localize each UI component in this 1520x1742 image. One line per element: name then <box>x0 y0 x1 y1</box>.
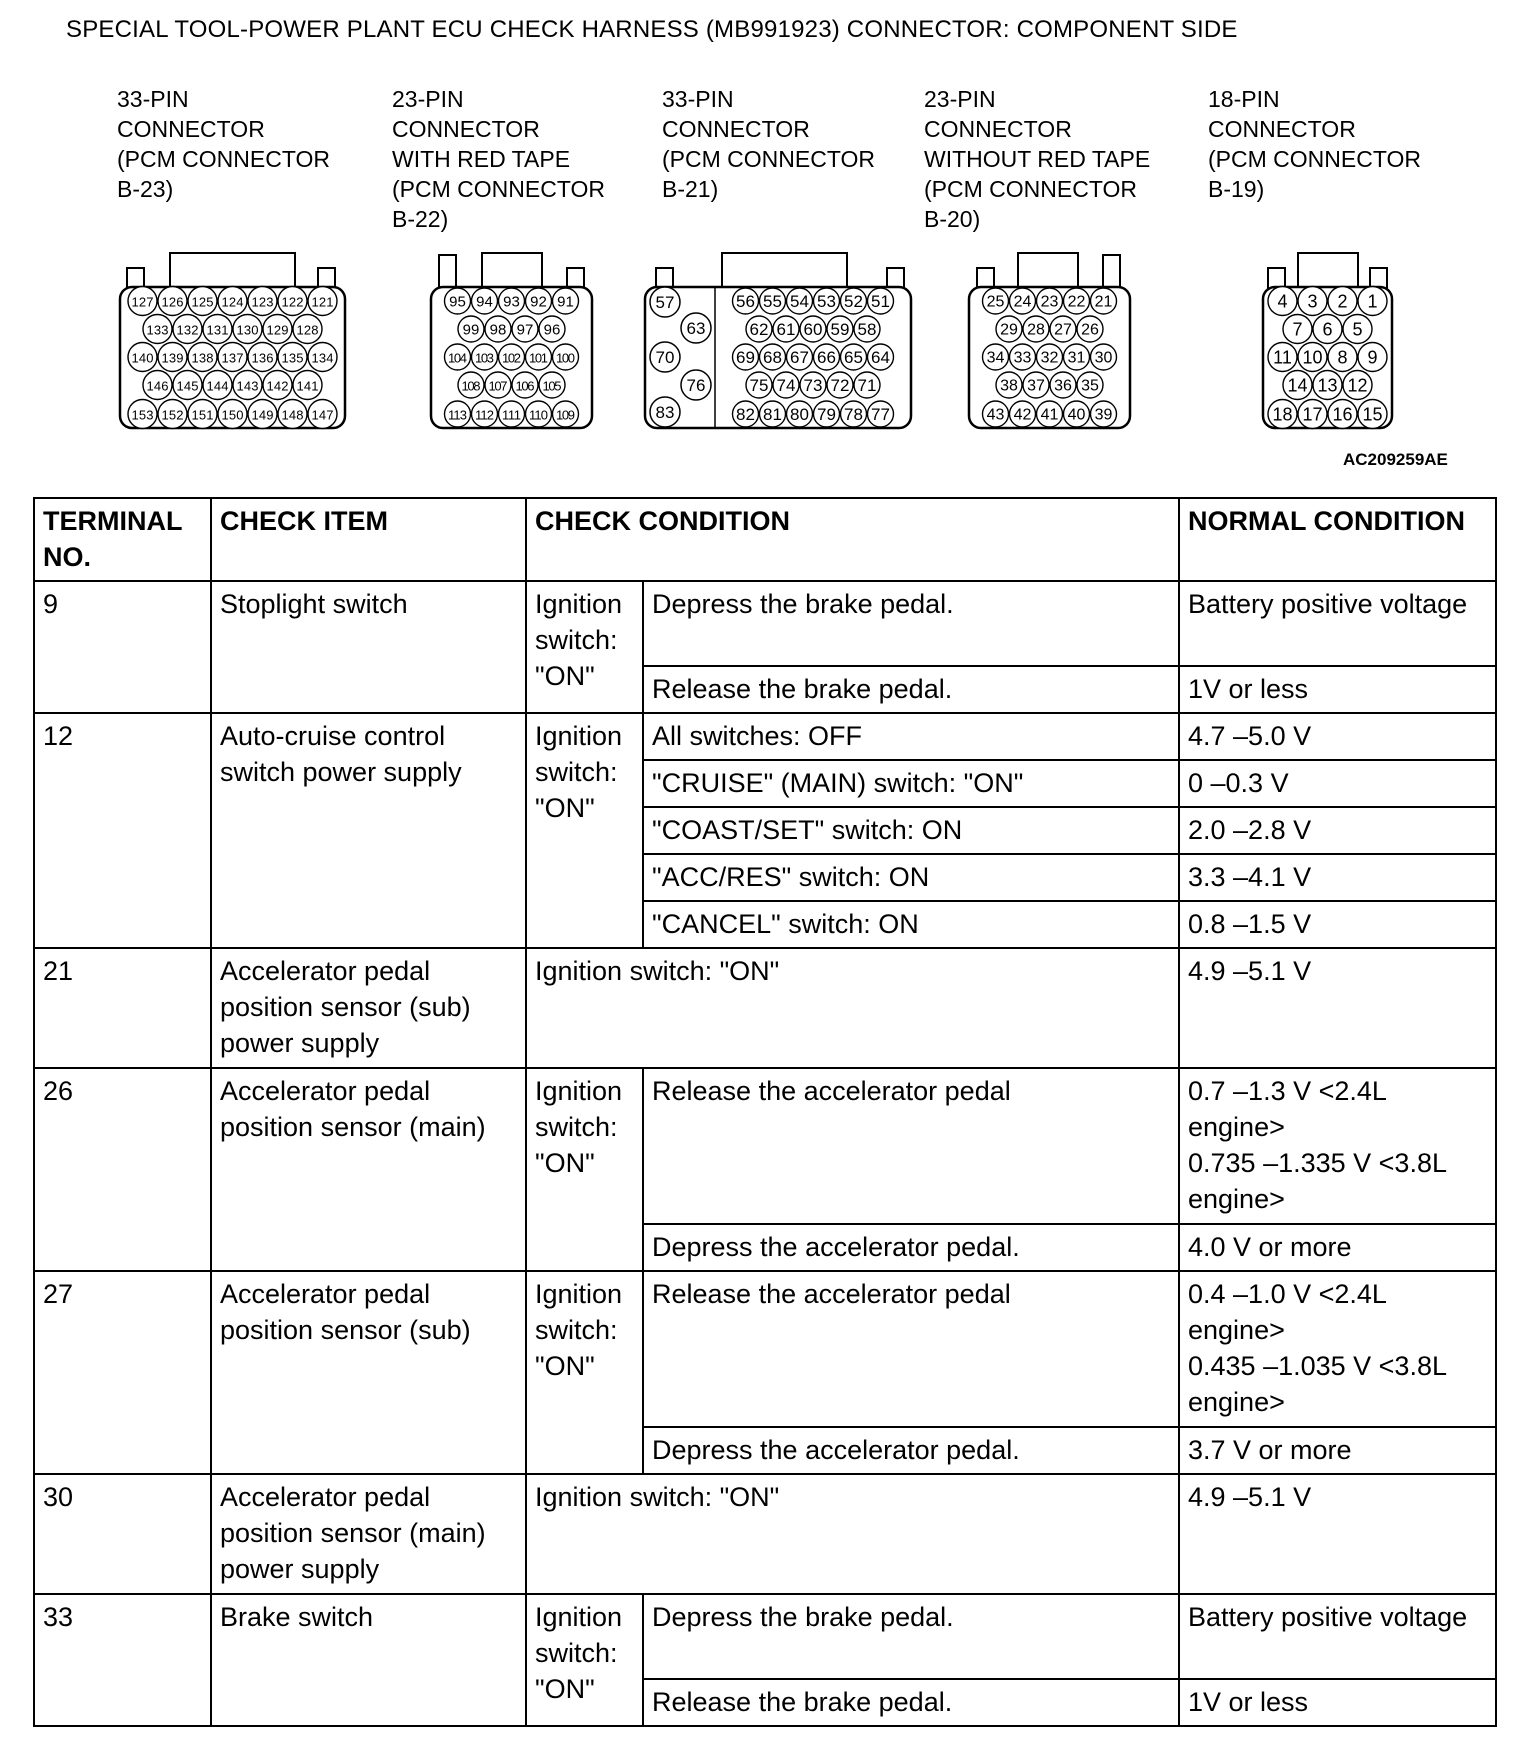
normal-cell: 0 –0.3 V <box>1179 760 1496 807</box>
pin-number: 126 <box>161 294 184 310</box>
pin-number: 148 <box>281 407 304 423</box>
normal-cell: Battery positive voltage <box>1179 581 1496 666</box>
pin-number: 130 <box>236 322 259 338</box>
pin-number: 41 <box>1040 406 1059 424</box>
pin-number: 25 <box>986 293 1005 311</box>
pin-number: 69 <box>736 347 755 367</box>
ignition-cell: Ignition switch: "ON" <box>526 1271 643 1474</box>
condition-cell: Release the accelerator pedal <box>643 1068 1179 1224</box>
pin-number: 97 <box>516 321 534 339</box>
check-item-cell: Accelerator pedal position sensor (main) <box>211 1068 526 1271</box>
pin-number: 106 <box>515 378 535 394</box>
pin-number: 42 <box>1013 406 1032 424</box>
pin-number: 61 <box>776 319 796 339</box>
pin-number: 99 <box>462 321 480 339</box>
connector-label: 23-PIN CONNECTOR WITH RED TAPE (PCM CONNECTOR B-22) <box>392 86 605 232</box>
pin-number: 60 <box>803 319 823 339</box>
pin-number: 74 <box>776 375 796 395</box>
pin-number: 13 <box>1317 375 1338 396</box>
pin-number: 145 <box>176 378 199 394</box>
ignition-cell: Ignition switch: "ON" <box>526 581 643 713</box>
terminal-cell: 27 <box>34 1271 211 1474</box>
page-title: SPECIAL TOOL-POWER PLANT ECU CHECK HARNESS (MB991923) CONNECTOR: COMPONENT SIDE <box>66 16 1238 43</box>
pin-number: 14 <box>1287 375 1308 396</box>
pin-number: 53 <box>817 291 836 311</box>
condition-cell: "CRUISE" (MAIN) switch: "ON" <box>643 760 1179 807</box>
terminal-cell: 12 <box>34 713 211 948</box>
condition-cell: Ignition switch: "ON" <box>526 1474 1179 1594</box>
pin-number: 92 <box>530 293 547 311</box>
pin-number: 124 <box>221 294 244 310</box>
pin-number: 52 <box>844 291 863 311</box>
check-item-cell: Accelerator pedal position sensor (sub) power supply <box>211 948 526 1068</box>
connector-label: 18-PIN CONNECTOR (PCM CONNECTOR B-19) <box>1208 86 1421 202</box>
connector-latch-tab <box>439 255 456 289</box>
pin-number: 141 <box>296 378 319 394</box>
pin-number: 30 <box>1094 349 1113 367</box>
pin-number: 2 <box>1337 291 1348 312</box>
pin-number: 1 <box>1367 291 1378 312</box>
terminal-cell: 26 <box>34 1068 211 1271</box>
header-terminal: TERMINAL NO. <box>34 498 211 581</box>
normal-cell: 2.0 –2.8 V <box>1179 807 1496 854</box>
pin-number: 3 <box>1307 291 1318 312</box>
condition-cell: Depress the brake pedal. <box>643 1594 1179 1679</box>
pin-number: 16 <box>1332 404 1353 425</box>
connector-hood <box>1018 253 1078 287</box>
pin-number: 150 <box>221 407 244 423</box>
check-table <box>33 497 1497 1727</box>
pin-number: 55 <box>763 291 782 311</box>
pin-number: 98 <box>489 321 507 339</box>
pin-number: 28 <box>1027 321 1045 339</box>
normal-line: 0.7 –1.3 V <2.4L engine> <box>1188 1076 1386 1142</box>
check-item-cell: Accelerator pedal position sensor (main) power supply <box>211 1474 526 1594</box>
pin-number: 127 <box>131 294 154 310</box>
pin-number: 108 <box>461 378 481 394</box>
connector-latch-tab <box>1103 255 1120 289</box>
pin-number: 7 <box>1292 319 1303 340</box>
pin-number: 51 <box>871 291 890 311</box>
pin-number: 110 <box>529 407 548 423</box>
ignition-cell: Ignition switch: "ON" <box>526 1068 643 1271</box>
pin-number: 21 <box>1094 293 1113 311</box>
pin-number: 91 <box>557 293 574 311</box>
pin-number: 147 <box>311 407 334 423</box>
pin-number: 107 <box>488 378 508 394</box>
pin-number: 34 <box>986 349 1005 367</box>
pin-number: 111 <box>502 407 521 423</box>
pin-number: 103 <box>475 350 494 366</box>
pin-number: 102 <box>502 350 521 366</box>
pin-number: 71 <box>857 375 877 395</box>
connector-hood <box>1298 253 1358 287</box>
pin-number: 151 <box>191 407 214 423</box>
condition-cell: "COAST/SET" switch: ON <box>643 807 1179 854</box>
pin-number: 149 <box>251 407 274 423</box>
condition-cell: Ignition switch: "ON" <box>526 948 1179 1068</box>
terminal-cell: 30 <box>34 1474 211 1594</box>
pin-number: 109 <box>556 407 575 423</box>
pin-number: 122 <box>281 294 304 310</box>
pin-number: 18 <box>1272 404 1293 425</box>
connector-label: 33-PIN CONNECTOR (PCM CONNECTOR B-23) <box>117 86 330 202</box>
header-check-condition: CHECK CONDITION <box>526 498 1179 581</box>
pin-number: 35 <box>1081 377 1099 395</box>
pin-number: 29 <box>1000 321 1018 339</box>
pin-number: 113 <box>448 407 467 423</box>
pin-number: 64 <box>871 347 890 367</box>
table-row <box>34 1271 1496 1427</box>
pin-number: 135 <box>281 350 304 366</box>
table-row <box>34 1068 1496 1224</box>
pin-number: 100 <box>556 350 575 366</box>
pin-number: 79 <box>817 404 836 424</box>
connector-hood <box>482 253 542 287</box>
pin-number: 32 <box>1040 349 1059 367</box>
table-row <box>34 581 1496 666</box>
pin-number: 70 <box>655 348 675 367</box>
pin-number: 146 <box>146 378 169 394</box>
pin-number: 31 <box>1067 349 1086 367</box>
pin-number: 38 <box>1000 377 1018 395</box>
normal-cell: 3.3 –4.1 V <box>1179 854 1496 901</box>
pin-number: 39 <box>1094 406 1113 424</box>
pin-number: 77 <box>871 404 890 424</box>
pin-number: 33 <box>1013 349 1032 367</box>
pin-number: 125 <box>191 294 214 310</box>
check-item-cell: Stoplight switch <box>211 581 526 713</box>
pin-number: 5 <box>1352 319 1363 340</box>
condition-cell: Release the accelerator pedal <box>643 1271 1179 1427</box>
pin-number: 65 <box>844 347 863 367</box>
terminal-cell: 9 <box>34 581 211 713</box>
pin-number: 23 <box>1040 293 1059 311</box>
table-header-row <box>34 498 1496 581</box>
connector-hood <box>170 253 295 287</box>
normal-cell: 1V or less <box>1179 1679 1496 1726</box>
pin-number: 138 <box>191 350 214 366</box>
pin-number: 93 <box>503 293 520 311</box>
table-row <box>34 1474 1496 1594</box>
check-item-cell: Auto-cruise control switch power supply <box>211 713 526 948</box>
pin-number: 56 <box>736 291 755 311</box>
pin-number: 83 <box>655 403 675 422</box>
pin-number: 73 <box>803 375 823 395</box>
pin-number: 27 <box>1054 321 1072 339</box>
pin-number: 36 <box>1054 377 1072 395</box>
figure-id: AC209259AE <box>1343 450 1448 469</box>
pin-number: 26 <box>1081 321 1099 339</box>
pin-number: 105 <box>542 378 562 394</box>
pin-number: 8 <box>1337 347 1348 368</box>
normal-line: 0.435 –1.035 V <3.8L engine> <box>1188 1351 1446 1417</box>
pin-number: 4 <box>1277 291 1288 312</box>
pin-number: 75 <box>749 375 769 395</box>
terminal-cell: 33 <box>34 1594 211 1726</box>
pin-number: 153 <box>131 407 154 423</box>
normal-cell: 0.8 –1.5 V <box>1179 901 1496 948</box>
pin-number: 17 <box>1302 404 1323 425</box>
pin-number: 15 <box>1362 404 1383 425</box>
condition-cell: Depress the brake pedal. <box>643 581 1179 666</box>
pin-number: 128 <box>296 322 319 338</box>
pin-number: 24 <box>1013 293 1032 311</box>
pin-number: 94 <box>476 293 493 311</box>
pin-number: 22 <box>1067 293 1086 311</box>
connector-label: 23-PIN CONNECTOR WITHOUT RED TAPE (PCM CONNECTOR B-20) <box>924 86 1151 232</box>
pin-number: 140 <box>131 350 154 366</box>
pin-number: 40 <box>1067 406 1086 424</box>
pin-number: 139 <box>161 350 184 366</box>
pin-number: 59 <box>830 319 850 339</box>
pin-number: 12 <box>1347 375 1368 396</box>
pin-number: 121 <box>311 294 334 310</box>
condition-cell: "CANCEL" switch: ON <box>643 901 1179 948</box>
table-row <box>34 1594 1496 1679</box>
normal-cell: 3.7 V or more <box>1179 1427 1496 1474</box>
pin-number: 37 <box>1027 377 1045 395</box>
pin-number: 54 <box>790 291 809 311</box>
pin-number: 58 <box>857 319 877 339</box>
table-row <box>34 713 1496 760</box>
pin-number: 6 <box>1322 319 1333 340</box>
pin-number: 96 <box>543 321 561 339</box>
pin-number: 134 <box>311 350 334 366</box>
pin-number: 131 <box>206 322 229 338</box>
table-row <box>34 948 1496 1068</box>
ignition-cell: Ignition switch: "ON" <box>526 713 643 948</box>
pin-number: 72 <box>830 375 850 395</box>
pin-number: 43 <box>986 406 1005 424</box>
normal-cell: Battery positive voltage <box>1179 1594 1496 1679</box>
pin-number: 123 <box>251 294 274 310</box>
normal-cell: 4.7 –5.0 V <box>1179 713 1496 760</box>
normal-cell: 4.0 V or more <box>1179 1224 1496 1271</box>
normal-cell <box>1179 1271 1496 1427</box>
normal-line: 0.735 –1.335 V <3.8L engine> <box>1188 1148 1446 1214</box>
terminal-cell: 21 <box>34 948 211 1068</box>
pin-number: 152 <box>161 407 184 423</box>
pin-number: 63 <box>686 319 706 338</box>
connector-label: 33-PIN CONNECTOR (PCM CONNECTOR B-21) <box>662 86 875 202</box>
pin-number: 10 <box>1302 347 1323 368</box>
condition-cell: All switches: OFF <box>643 713 1179 760</box>
pin-number: 136 <box>251 350 274 366</box>
ignition-cell: Ignition switch: "ON" <box>526 1594 643 1726</box>
condition-cell: "ACC/RES" switch: ON <box>643 854 1179 901</box>
pin-number: 137 <box>221 350 244 366</box>
pin-number: 57 <box>655 293 675 312</box>
check-item-cell: Accelerator pedal position sensor (sub) <box>211 1271 526 1474</box>
pin-number: 112 <box>475 407 494 423</box>
condition-cell: Depress the accelerator pedal. <box>643 1427 1179 1474</box>
pin-number: 80 <box>790 404 809 424</box>
condition-cell: Depress the accelerator pedal. <box>643 1224 1179 1271</box>
pin-number: 132 <box>176 322 199 338</box>
pin-number: 81 <box>763 404 782 424</box>
check-item-cell: Brake switch <box>211 1594 526 1726</box>
pin-number: 82 <box>736 404 755 424</box>
pin-number: 95 <box>449 293 466 311</box>
header-check-item: CHECK ITEM <box>211 498 526 581</box>
normal-cell <box>1179 1068 1496 1224</box>
pin-number: 68 <box>763 347 782 367</box>
pin-number: 144 <box>206 378 229 394</box>
condition-cell: Release the brake pedal. <box>643 1679 1179 1726</box>
pin-number: 143 <box>236 378 259 394</box>
connector-hood <box>722 253 847 287</box>
pin-number: 9 <box>1367 347 1378 368</box>
pin-number: 101 <box>529 350 548 366</box>
pin-number: 104 <box>448 350 467 366</box>
pin-number: 66 <box>817 347 836 367</box>
pin-number: 11 <box>1273 347 1292 368</box>
pin-number: 76 <box>686 376 706 395</box>
connector-diagram <box>0 0 1520 470</box>
condition-cell: Release the brake pedal. <box>643 666 1179 713</box>
normal-cell: 4.9 –5.1 V <box>1179 1474 1496 1594</box>
pin-number: 133 <box>146 322 169 338</box>
header-normal-condition: NORMAL CONDITION <box>1179 498 1496 581</box>
pin-number: 142 <box>266 378 289 394</box>
pin-number: 78 <box>844 404 863 424</box>
normal-cell: 1V or less <box>1179 666 1496 713</box>
pin-number: 129 <box>266 322 289 338</box>
pin-number: 67 <box>790 347 809 367</box>
normal-cell: 4.9 –5.1 V <box>1179 948 1496 1068</box>
normal-line: 0.4 –1.0 V <2.4L engine> <box>1188 1279 1386 1345</box>
pin-number: 62 <box>749 319 769 339</box>
